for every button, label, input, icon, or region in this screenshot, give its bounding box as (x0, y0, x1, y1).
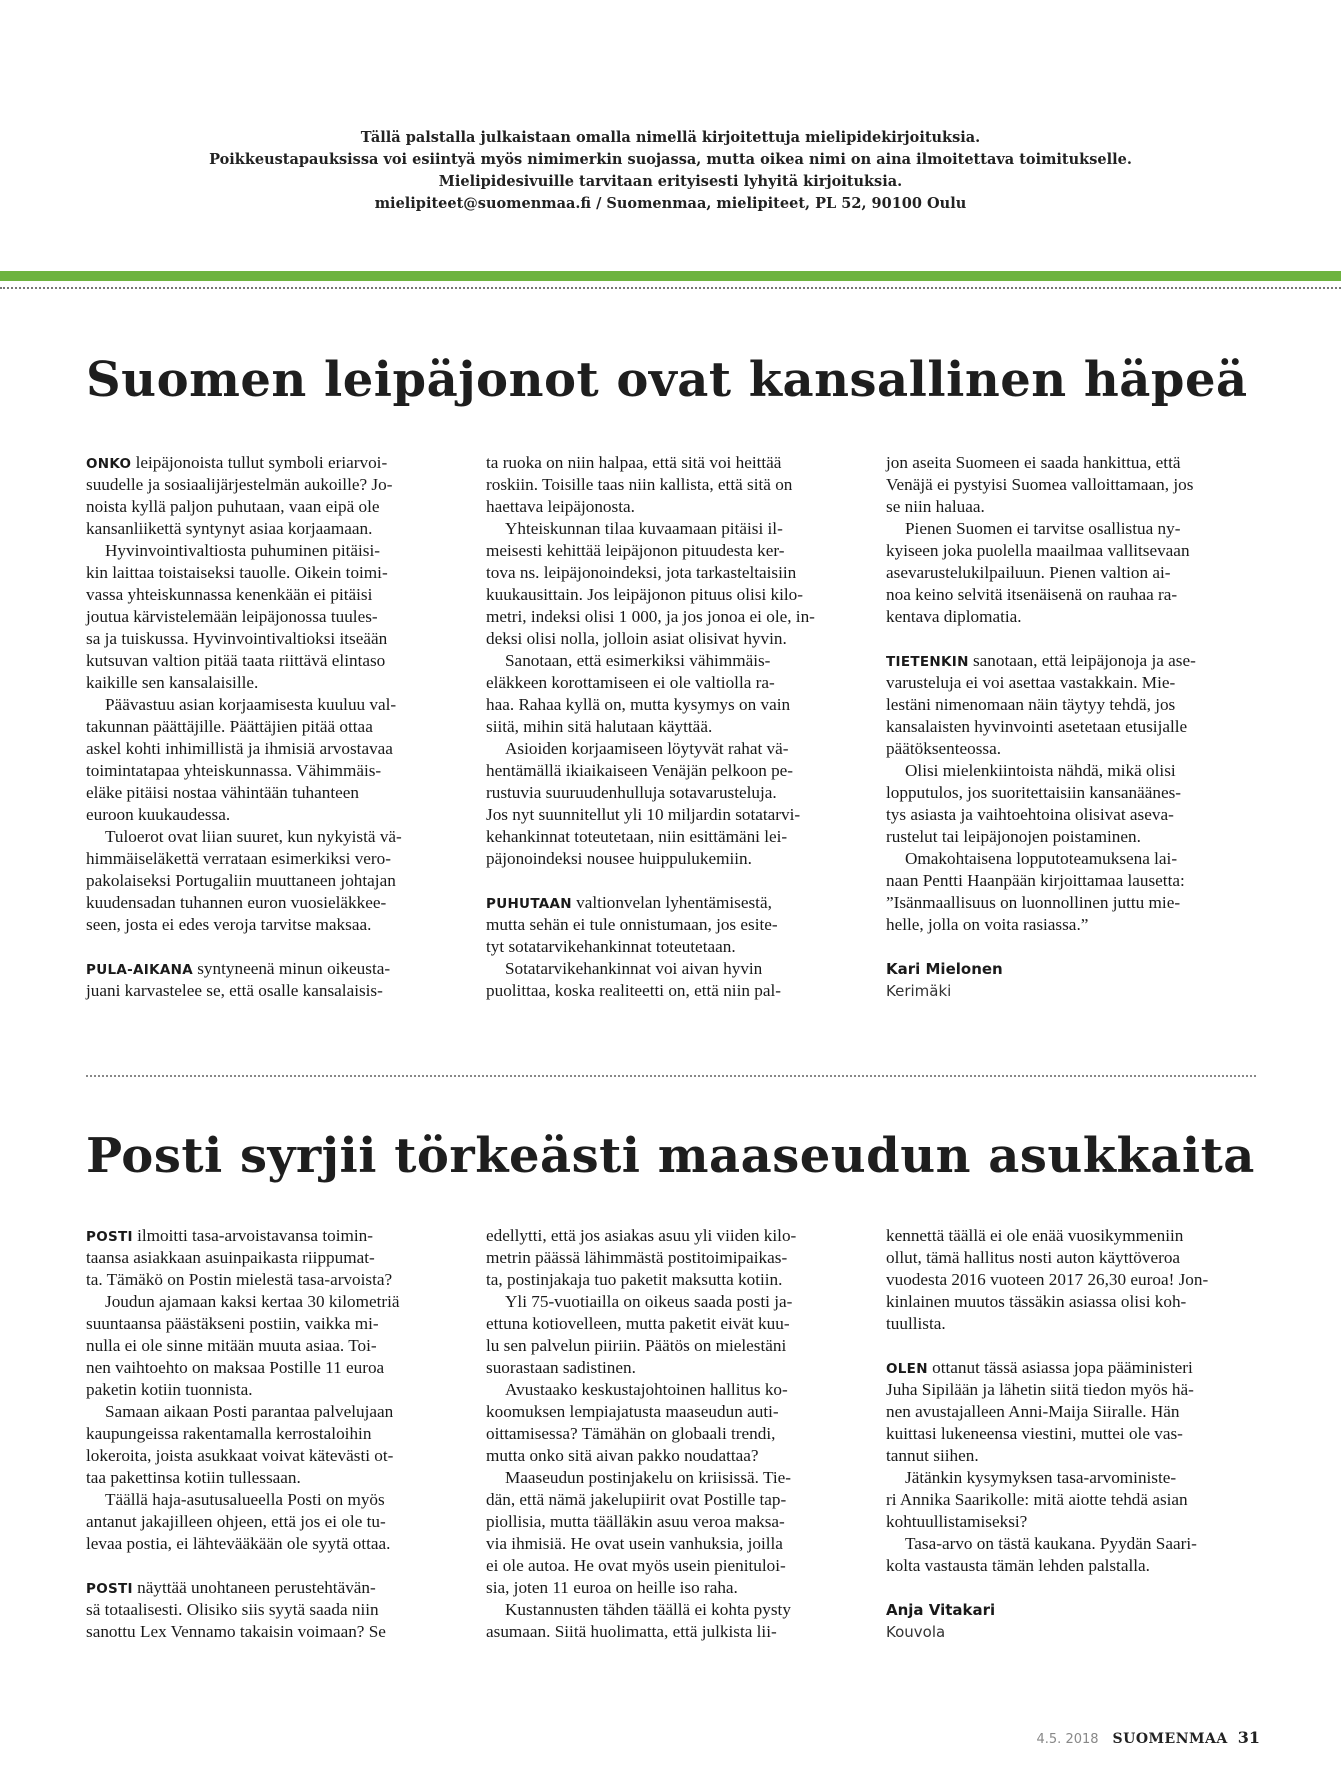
text-line: pakolaiseksi Portugaliin muuttaneen johtajan (86, 871, 396, 890)
text-line: takunnan päättäjille. Päättäjien pitää ottaa (86, 717, 373, 736)
text-line: nen vaihtoehto on maksaa Postille 11 euroa (86, 1358, 385, 1377)
text-line: antanut jakajilleen ohjeen, että jos ei ole tu- (86, 1512, 386, 1531)
text-line: ollut, tämä hallitus nosti auton käyttöveroa (886, 1248, 1181, 1267)
intro-line: Tällä palstalla julkaistaan omalla nimellä kirjoitettuja mielipidekirjoituksia. (360, 129, 981, 146)
text-line: Kustannusten tähden täällä ei kohta pysty (505, 1600, 791, 1619)
text-line: tys asiasta ja vaihtoehtoina olisivat aseva- (886, 805, 1174, 824)
text-line: koomuksen lempiajatusta maaseudun auti- (486, 1402, 779, 1421)
text-line: toimintatapaa yhteiskunnassa. Vähimmäis- (86, 761, 382, 780)
text-line: asevarustelukilpailuun. Pienen valtion ai- (886, 563, 1171, 582)
article-column (886, 452, 1248, 1002)
text-line: vuodesta 2016 vuoteen 2017 26,30 euroa! Jon- (886, 1270, 1209, 1289)
text-line: asumaan. Siitä huolimatta, että julkista lii- (486, 1622, 777, 1641)
text-line: ottanut tässä asiassa jopa pääministeri (932, 1358, 1193, 1377)
text-line: Pienen Suomen ei tarvitse osallistua ny- (905, 519, 1181, 538)
text-line: tyt sotatarvikehankinnat toteutetaan. (486, 937, 736, 956)
text-line: noa keino selvitä itsenäisenä on rauhaa ra- (886, 585, 1178, 604)
lead-word: ONKO (86, 456, 132, 472)
text-line: suorastaan sadistinen. (486, 1358, 636, 1377)
article-column (886, 1225, 1248, 1643)
text-line: kyiseen joka puolella maailmaa vallitsevaan (886, 541, 1190, 560)
text-line: haa. Rahaa kyllä on, mutta kysymys on vain (486, 695, 791, 714)
text-line: tova ns. leipäjonoindeksi, jota tarkasteltaisiin (486, 563, 797, 582)
text-line: helle, jolla on voita rasiassa.” (886, 915, 1089, 934)
intro-line: Mielipidesivuille tarvitaan erityisesti lyhyitä kirjoituksia. (438, 173, 903, 190)
text-line: juani karvastelee se, että osalle kansalaisis- (86, 981, 383, 1000)
text-line: kinlainen muutos tässäkin asiassa olisi koh- (886, 1292, 1187, 1311)
dotted-divider (0, 287, 1341, 289)
text-line: Päävastuu asian korjaamisesta kuuluu val- (105, 695, 397, 714)
text-line: taansa asiakkaan asuinpaikasta riippumat- (86, 1248, 375, 1267)
text-line: kansalaisten hyvinvointi asetetaan etusijalle (886, 717, 1188, 736)
text-line: Olisi mielenkiintoista nähdä, mikä olisi (905, 761, 1176, 780)
text-line: varusteluja ei voi asettaa vastakkain. Mie- (886, 673, 1176, 692)
text-line: Jätänkin kysymyksen tasa-arvoministe- (905, 1468, 1177, 1487)
text-line: suudelle ja sosiaalijärjestelmän aukoille? Jo- (86, 475, 393, 494)
text-line: ilmoitti tasa-arvoistavansa toimin- (137, 1226, 373, 1245)
text-line: rustuvia suuruudenhulluja sotavarusteluja. (486, 783, 777, 802)
text-line: noista kyllä paljon puhutaan, vaan eipä ole (86, 497, 380, 516)
text-line: tuullista. (886, 1314, 946, 1333)
text-line: euroon kuukaudessa. (86, 805, 231, 824)
text-line: päätöksenteossa. (886, 739, 1002, 758)
text-line: sia, joten 11 euroa on heille iso raha. (486, 1578, 738, 1597)
text-line: kehankinnat toteutetaan, niin esittämäni lei- (486, 827, 788, 846)
text-line: himmäiseläkettä verrataan esimerkiksi vero- (86, 849, 391, 868)
text-line: Joudun ajamaan kaksi kertaa 30 kilometriä (105, 1292, 400, 1311)
text-line: metrin päässä lähimmästä postitoimipaikas- (486, 1248, 788, 1267)
text-line: ”Isänmaallisuus on luonnollinen juttu mie- (886, 893, 1181, 912)
text-line: Sotatarvikehankinnat voi aivan hyvin (505, 959, 763, 978)
text-line: kutsuvan valtion pitää taata riittävä elintaso (86, 651, 386, 670)
text-line: piollisia, mutta täälläkin asuu veroa maksa- (486, 1512, 785, 1531)
green-divider (0, 271, 1341, 281)
text-line: dän, että nämä jakelupiirit ovat Postille tap- (486, 1490, 787, 1509)
text-line: sä totaalisesti. Olisiko siis syytä saada niin (86, 1600, 379, 1619)
article-column (86, 1225, 448, 1643)
text-line: joutua kärvistelemään leipäjonossa tuules- (86, 607, 378, 626)
text-line: ettuna kotiovelleen, mutta paketit eivät kuu- (486, 1314, 790, 1333)
text-line: päjonoindeksi nousee huippulukemiin. (486, 849, 752, 868)
text-line: eläke pitäisi nostaa vähintään tuhanteen (86, 783, 359, 802)
text-line: Hyvinvointivaltiosta puhuminen pitäisi- (105, 541, 380, 560)
text-line: valtionvelan lyhentämisestä, (576, 893, 772, 912)
text-line: Samaan aikaan Posti parantaa palvelujaan (105, 1402, 394, 1421)
text-line: kentava diplomatia. (886, 607, 1022, 626)
text-line: Tasa-arvo on tästä kaukana. Pyydän Saari- (905, 1534, 1197, 1553)
text-line: Yhteiskunnan tilaa kuvaamaan pitäisi il- (505, 519, 783, 538)
text-line: siitä, mihin sitä halutaan käyttää. (486, 717, 713, 736)
text-line: kin laittaa toistaiseksi tauolle. Oikein toimi- (86, 563, 388, 582)
text-line: edellytti, että jos asiakas asuu yli viiden kilo- (486, 1226, 797, 1245)
text-line: ta. Tämäkö on Postin mielestä tasa-arvoista? (86, 1270, 393, 1289)
text-line: kolta vastausta tämän lehden palstalla. (886, 1556, 1150, 1575)
text-line: tannut siihen. (886, 1446, 979, 1465)
dotted-divider (86, 1075, 1256, 1077)
text-line: syntyneenä minun oikeusta- (197, 959, 391, 978)
lead-word: OLEN (886, 1361, 928, 1377)
lead-word: PULA-AIKANA (86, 962, 193, 978)
article-title: Posti syrjii törkeästi maaseudun asukkaita (86, 1128, 1255, 1184)
text-line: kuittasi lukeneensa viestini, muttei ole vas- (886, 1424, 1183, 1443)
text-line: mutta onko sitä aivan pakko noudattaa? (486, 1446, 759, 1465)
text-line: Omakohtaisena lopputoteamuksena lai- (905, 849, 1178, 868)
lead-word: POSTI (86, 1581, 133, 1597)
article-column (486, 452, 848, 1002)
text-line: jon aseita Suomeen ei saada hankittua, että (886, 453, 1181, 472)
text-line: lokeroita, joista asukkaat voivat kätevästi ot- (86, 1446, 394, 1465)
text-line: suuntaansa päästäkseni postiin, vaikka mi- (86, 1314, 379, 1333)
text-line: ta, postinjakaja tuo paketit maksutta kotiin. (486, 1270, 783, 1289)
text-line: paketin kotiin tuonnista. (86, 1380, 253, 1399)
text-line: seen, josta ei edes veroja tarvitse maksaa. (86, 915, 372, 934)
article-column (86, 452, 448, 1002)
text-line: sanottu Lex Vennamo takaisin voimaan? Se (86, 1622, 386, 1641)
text-line: Sanotaan, että esimerkiksi vähimmäis- (505, 651, 771, 670)
text-line: via ihmisiä. He ovat usein vanhuksia, joilla (486, 1534, 783, 1553)
text-line: naan Pentti Haanpään kirjoittamaa lausetta: (886, 871, 1185, 890)
text-line: kohtuullistamiseksi? (886, 1512, 1028, 1531)
text-line: taa pakettinsa kotiin tullessaan. (86, 1468, 301, 1487)
text-line: sanotaan, että leipäjonoja ja ase- (972, 651, 1196, 670)
text-line: Jos nyt suunnitellut yli 10 miljardin sotatarvi- (486, 805, 801, 824)
lead-word: POSTI (86, 1229, 133, 1245)
publication-name: SUOMENMAA (1112, 1731, 1228, 1747)
author-place: Kerimäki (886, 982, 952, 1000)
text-line: meisesti kehittää leipäjonon pituudesta ker- (486, 541, 785, 560)
author-name: Kari Mielonen (886, 960, 1003, 978)
text-line: kaikille sen kansalaisille. (86, 673, 259, 692)
text-line: sa ja tuiskussa. Hyvinvointivaltioksi itseään (86, 629, 388, 648)
text-line: Maaseudun postinjakelu on kriisissä. Tie- (505, 1468, 791, 1487)
text-line: kuudensadan tuhannen euron vuosieläkkee- (86, 893, 387, 912)
text-line: askel kohti inhimillistä ja ihmisiä arvostavaa (86, 739, 393, 758)
intro-notice (0, 127, 1341, 215)
text-line: ta ruoka on niin halpaa, että sitä voi heittää (486, 453, 782, 472)
text-line: haettava leipäjonosta. (486, 497, 635, 516)
text-line: kuukausittain. Jos leipäjonon pituus olisi kilo- (486, 585, 804, 604)
text-line: vassa yhteiskunnassa kenenkään ei pitäisi (86, 585, 373, 604)
text-line: Yli 75-vuotiailla on oikeus saada posti ja- (505, 1292, 793, 1311)
issue-date: 4.5. 2018 (1036, 1732, 1099, 1747)
author-place: Kouvola (886, 1623, 946, 1641)
text-line: Juha Sipilään ja lähetin siitä tiedon myös hä- (886, 1380, 1194, 1399)
text-line: roskiin. Toisille taas niin kallista, että sitä on (486, 475, 793, 494)
text-line: oittamisessa? Tämähän on globaali trendi, (486, 1424, 776, 1443)
text-line: lestäni nimenomaan näin täytyy tehdä, jos (886, 695, 1176, 714)
text-line: Asioiden korjaamiseen löytyvät rahat vä- (505, 739, 789, 758)
lead-word: PUHUTAAN (486, 896, 572, 912)
page-footer (1000, 1728, 1260, 1748)
text-line: puolittaa, koska realiteetti on, että niin pal- (486, 981, 781, 1000)
article-title: Suomen leipäjonot ovat kansallinen häpeä (86, 352, 1248, 408)
text-line: näyttää unohtaneen perustehtävän- (137, 1578, 376, 1597)
text-line: ri Annika Saarikolle: mitä aiotte tehdä asian (886, 1490, 1188, 1509)
text-line: rustelut tai leipäjonojen poistaminen. (886, 827, 1141, 846)
text-line: lopputulos, jos suoritettaisiin kansanäänes- (886, 783, 1182, 802)
lead-word: TIETENKIN (886, 654, 969, 670)
intro-contact-line: mielipiteet@suomenmaa.fi / Suomenmaa, mielipiteet, PL 52, 90100 Oulu (374, 195, 967, 212)
text-line: ei ole autoa. He ovat myös usein pienituloi- (486, 1556, 786, 1575)
text-line: Avustaako keskustajohtoinen hallitus ko- (505, 1380, 788, 1399)
text-line: mutta sehän ei tule onnistumaan, jos esite- (486, 915, 778, 934)
text-line: nulla ei ole sinne mitään muuta asiaa. Toi- (86, 1336, 377, 1355)
text-line: nen avustajalleen Anni-Maija Siiralle. Hän (886, 1402, 1180, 1421)
article-column (486, 1225, 848, 1643)
text-line: kansanliikettä syntynyt asiaa korjaamaan. (86, 519, 373, 538)
text-line: kaupungeissa rakentamalla kerrostaloihin (86, 1424, 372, 1443)
text-line: eläkkeen korottamiseen ei ole valtiolla ra- (486, 673, 775, 692)
text-line: Tuloerot ovat liian suuret, kun nykyistä vä- (105, 827, 402, 846)
author-name: Anja Vitakari (886, 1601, 996, 1619)
text-line: se niin haluaa. (886, 497, 985, 516)
text-line: Täällä haja-asutusalueella Posti on myös (105, 1490, 385, 1509)
text-line: lu sen palvelun piiriin. Päätös on mielestäni (486, 1336, 787, 1355)
text-line: metri, indeksi olisi 1 000, ja jos jonoa ei ole, in- (486, 607, 815, 626)
text-line: levaa postia, ei lähtevääkään ole syytä ottaa. (86, 1534, 391, 1553)
text-line: hentämällä ikiaikaiseen Venäjän pelkoon pe- (486, 761, 794, 780)
text-line: Venäjä ei pystyisi Suomea valloittamaan, jos (886, 475, 1194, 494)
intro-line: Poikkeustapauksissa voi esiintyä myös nimimerkin suojassa, mutta oikea nimi on aina ilmoitettava toimitukselle. (209, 151, 1132, 168)
text-line: kennettä täällä ei ole enää vuosikymmeniin (886, 1226, 1184, 1245)
page-number: 31 (1237, 1728, 1260, 1747)
text-line: deksi olisi nolla, jolloin asiat olisivat hyvin. (486, 629, 787, 648)
text-line: leipäjonoista tullut symboli eriarvoi- (135, 453, 388, 472)
